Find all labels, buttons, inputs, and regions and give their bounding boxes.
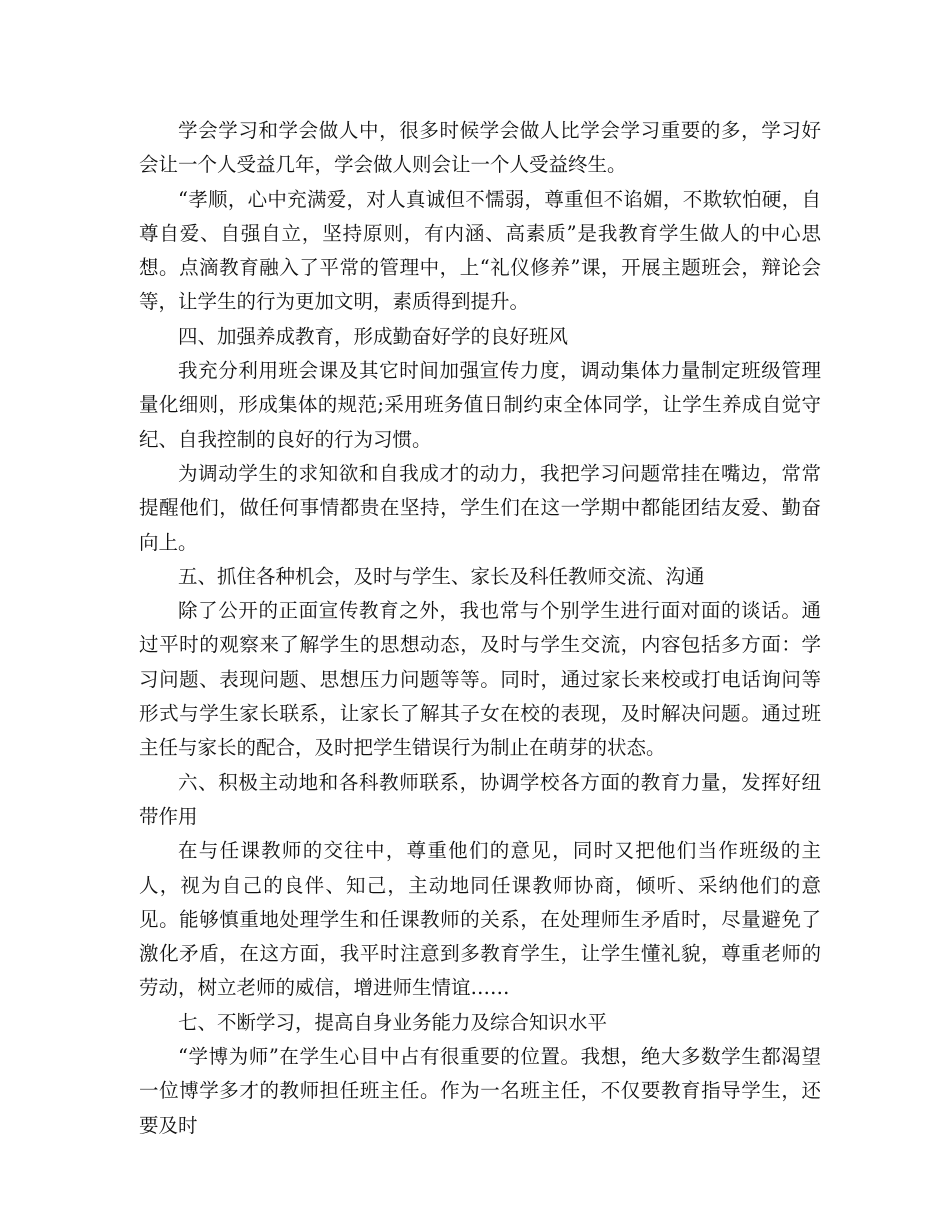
paragraph: 我充分利用班会课及其它时间加强宣传力度，调动集体力量制定班级管理量化细则，形成集体的规范;采用班务值日制约束全体同学，让学生养成自觉守纪、自我控制的良好的行为习惯。 [139,359,821,451]
paragraph: 在与任课教师的交往中，尊重他们的意见，同时又把他们当作班级的主人，视为自己的良伴、知己，主动地同任课教师协商，倾听、采纳他们的意见。能够慎重地处理学生和任课教师的关系，在处理师生矛盾时，尽量避免了激化矛盾，在这方面，我平时注意到多教育学生，让学生懂礼貌，尊重老师的劳动，树立老师的威信，增进师生情谊…… [139,839,821,1000]
section-heading: 七、不断学习，提高自身业务能力及综合知识水平 [178,1010,608,1034]
paragraph: 除了公开的正面宣传教育之外，我也常与个别学生进行面对面的谈话。通过平时的观察来了解学生的思想动态，及时与学生交流，内容包括多方面：学习问题、表现问题、思想压力问题等等。同时，通过家长来校或打电话询问等形式与学生家长联系，让家长了解其子女在校的表现，及时解决问题。通过班主任与家长的配合，及时把学生错误行为制止在萌芽的状态。 [139,599,821,760]
paragraph: 学会学习和学会做人中，很多时候学会做人比学会学习重要的多，学习好会让一个人受益几年，学会做人则会让一个人受益终生。 [139,119,821,177]
paragraph: 为调动学生的求知欲和自我成才的动力，我把学习问题常挂在嘴边，常常提醒他们，做任何事情都贵在坚持，学生们在这一学期中都能团结友爱、勤奋向上。 [139,461,821,554]
section-heading: 四、加强养成教育，形成勤奋好学的良好班风 [178,324,569,348]
document-body [139,114,821,1143]
paragraph: “孝顺，心中充满爱，对人真诚但不懦弱，尊重但不谄媚，不欺软怕硬，自尊自爱、自强自立，坚持原则，有内涵、高素质”是我教育学生做人的中心思想。点滴教育融入了平常的管理中，上“礼仪修养”课，开展主题班会，辩论会等，让学生的行为更加文明，素质得到提升。 [139,187,821,314]
paragraph: “学博为师”在学生心目中占有很重要的位置。我想，绝大多数学生都渴望一位博学多才的教师担任班主任。作为一名班主任，不仅要教育指导学生，还要及时 [139,1045,821,1137]
section-heading: 五、抓住各种机会，及时与学生、家长及科任教师交流、沟通 [178,564,705,588]
section-heading: 六、积极主动地和各科教师联系，协调学校各方面的教育力量，发挥好纽带作用 [139,770,821,828]
